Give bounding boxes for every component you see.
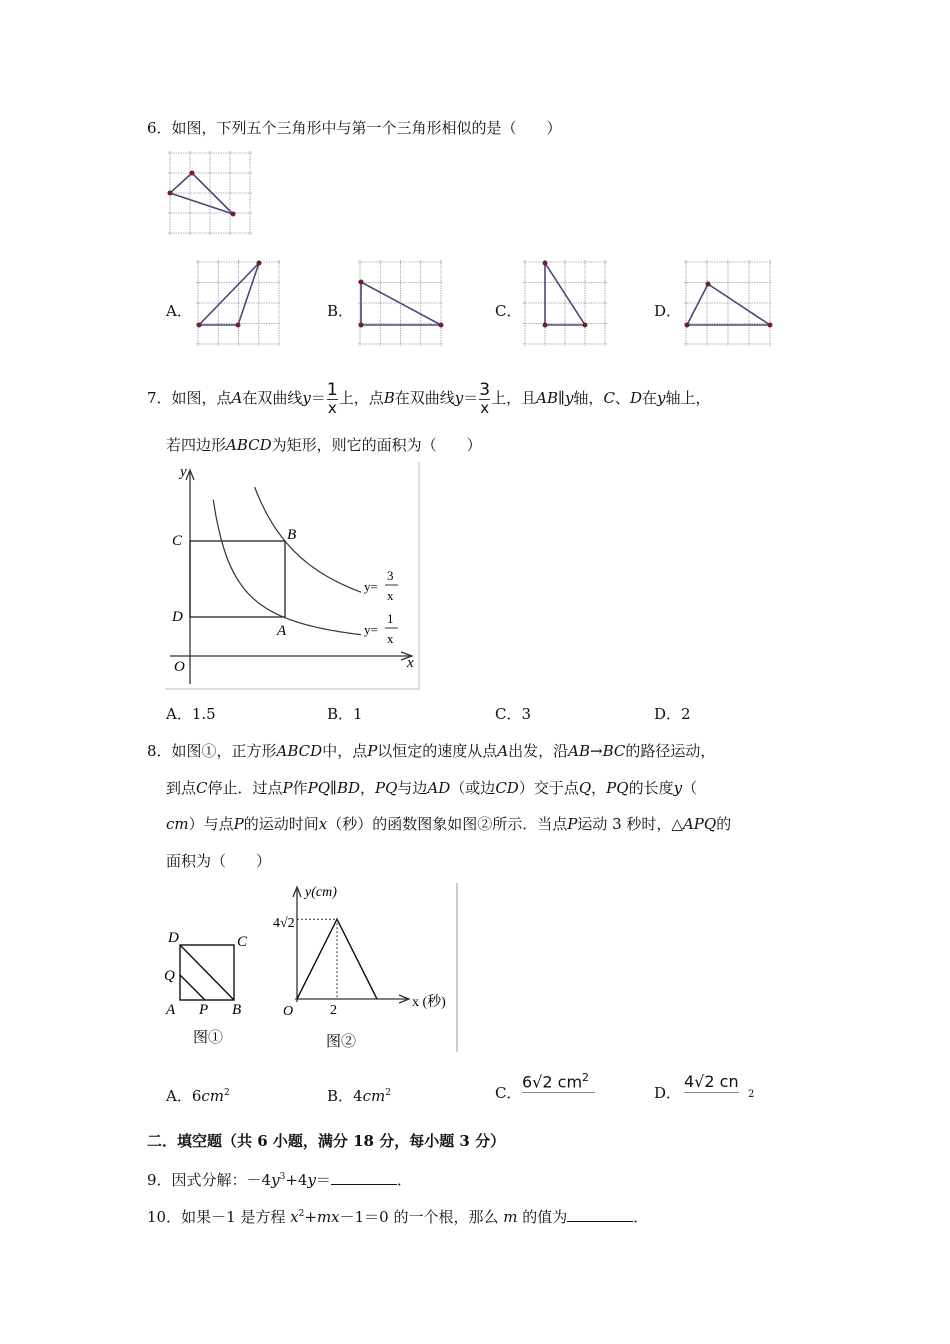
text-run: ∥ xyxy=(558,389,565,407)
q6-option-d-label: D． xyxy=(654,302,682,320)
function-graph xyxy=(297,919,377,999)
q6-option-c-figure xyxy=(523,260,609,347)
svg-text:x: x xyxy=(387,588,394,603)
math-symbol: B xyxy=(383,389,395,407)
text-run: ）交于点 xyxy=(518,779,579,797)
q9-stem: 9．因式分解：$-4y^3+4y=$ ． xyxy=(147,1171,412,1189)
q6-option-b-figure xyxy=(358,260,444,347)
q8-stem-line1 xyxy=(147,741,715,761)
denominator: x xyxy=(480,398,490,417)
math-symbol: AB xyxy=(536,389,558,407)
y-axis-label: y xyxy=(180,464,187,480)
math-symbol: CD xyxy=(495,779,519,797)
math-symbol: PQ xyxy=(375,779,398,797)
x-axis-label: x xyxy=(407,655,414,671)
math-symbol: C xyxy=(603,389,615,407)
triangle xyxy=(170,173,233,214)
text-run: 的运动时间 xyxy=(243,815,319,833)
q6-option-a-label: A． xyxy=(166,302,192,320)
q7-option-b: B．1 xyxy=(327,705,363,723)
point-a-label: A xyxy=(277,623,287,639)
math-symbol: cm xyxy=(166,815,189,833)
math-symbol: D xyxy=(629,389,642,407)
q8-option-d-superscript: 2 xyxy=(748,1089,755,1100)
text-run: 上，点 xyxy=(338,389,384,407)
q8-stem-line3 xyxy=(166,814,731,834)
y-axis-label: y(cm) xyxy=(305,885,337,900)
point-d-label: D xyxy=(168,930,179,946)
text-run: 在双曲线 xyxy=(394,389,455,407)
grid xyxy=(168,151,252,235)
label-y-3-over-x xyxy=(364,568,398,603)
vertex xyxy=(190,171,195,176)
label-y-1-over-x xyxy=(364,611,398,646)
q8-option-c-label: C． xyxy=(495,1084,522,1102)
figure-2-caption: 图② xyxy=(326,1034,357,1050)
text-run: （秒）的函数图象如图②所示．当点 xyxy=(327,815,568,833)
q8-option-b: B．$4cm^2$ xyxy=(327,1087,391,1105)
svg-text:y=: y= xyxy=(364,622,378,637)
q7-option-d: D．2 xyxy=(654,705,691,723)
point-d-label: D xyxy=(172,609,183,625)
x-tick-label: 2 xyxy=(330,1003,337,1018)
text-run: （ xyxy=(682,779,698,797)
text-run: ＝ xyxy=(463,389,479,407)
numerator: 3 xyxy=(479,379,491,400)
math-symbol: BD xyxy=(336,779,361,797)
curve-y-3-over-x xyxy=(255,487,361,592)
text-run: 的 xyxy=(716,815,732,833)
math-symbol: A xyxy=(231,389,243,407)
denominator: x xyxy=(327,398,337,417)
x-axis-label: x (秒) xyxy=(412,995,446,1010)
text-run: 出发，沿 xyxy=(508,742,569,760)
math-symbol: y xyxy=(656,389,666,407)
text-run: 为矩形，则它的面积为（ ） xyxy=(271,436,482,454)
answer-blank[interactable] xyxy=(567,1207,633,1222)
section-2-title: 二．填空题（共 6 小题，满分 18 分，每小题 3 分） xyxy=(147,1132,506,1150)
q8-option-d-label: D． xyxy=(654,1084,682,1102)
text-run: 在双曲线 xyxy=(242,389,303,407)
q10-stem: 10．如果－1 是方程 $x^2+mx-1=0$ 的一个根，那么 m 的值为 ． xyxy=(147,1208,649,1226)
text-run: 的路径运动， xyxy=(625,742,716,760)
q8-figures xyxy=(160,880,460,1055)
text-run: 若四边形 xyxy=(166,436,227,454)
q8-option-c-formula-image: 6√2 $cm^2$ xyxy=(522,1068,595,1093)
math-symbol: ABCD xyxy=(226,436,272,454)
text-run: → xyxy=(590,742,603,760)
svg-text:x: x xyxy=(387,631,394,646)
q6-stem xyxy=(147,118,562,138)
math-symbol: y xyxy=(302,389,311,407)
q7-option-a: A．1.5 xyxy=(166,705,216,723)
math-symbol: C xyxy=(196,779,208,797)
q7-option-c: C．3 xyxy=(495,705,532,723)
q7-hyperbola-figure xyxy=(165,462,421,690)
text-run: 与边 xyxy=(397,779,428,797)
point-c-label: C xyxy=(237,934,248,950)
point-c-label: C xyxy=(172,533,183,549)
point-q-label: Q xyxy=(164,968,175,984)
text-run: 7．如图，点 xyxy=(147,389,232,407)
figure-1-caption: 图① xyxy=(193,1030,224,1046)
text-run: 停止．过点 xyxy=(207,779,283,797)
text-run: 以恒定的速度从点 xyxy=(377,742,498,760)
math-symbol: PQ xyxy=(606,779,629,797)
text-run: 轴上， xyxy=(665,389,711,407)
answer-blank[interactable] xyxy=(331,1170,397,1185)
text-run: ）与点 xyxy=(188,815,234,833)
point-b-label: B xyxy=(232,1002,242,1018)
math-symbol: ABCD xyxy=(276,742,323,760)
text-run: 8．如图①，正方形 xyxy=(147,742,277,760)
math-symbol: PQ xyxy=(307,779,331,797)
svg-text:3: 3 xyxy=(387,568,394,583)
q7-stem-line2 xyxy=(166,435,482,455)
q7-text xyxy=(339,389,479,407)
math-symbol: APQ xyxy=(682,815,717,833)
math-symbol: y xyxy=(454,389,464,407)
vertex xyxy=(168,191,173,196)
text-run: ∥ xyxy=(330,779,337,797)
q6-option-d-figure xyxy=(684,260,774,347)
point-p-label: P xyxy=(199,1002,209,1018)
point-a-label: A xyxy=(166,1002,176,1018)
text-run: ＝ xyxy=(310,389,326,407)
fraction-1-over-x xyxy=(326,379,338,417)
text-run: 轴， xyxy=(573,389,604,407)
text-run: 在 xyxy=(641,389,657,407)
peak-value-label: 4√2 xyxy=(273,916,295,931)
math-symbol: y xyxy=(564,389,574,407)
text-run: 上，且 xyxy=(491,389,537,407)
math-symbol: A xyxy=(497,742,509,760)
q6-option-c-label: C． xyxy=(495,302,522,320)
text-run: 运动 3 秒时，△ xyxy=(577,815,683,833)
math-symbol: AD xyxy=(427,779,451,797)
origin-label: O xyxy=(283,1004,294,1019)
numerator: 1 xyxy=(326,379,338,400)
text-run: 作 xyxy=(292,779,308,797)
curve-y-1-over-x xyxy=(213,500,361,635)
text-run: ， xyxy=(591,779,607,797)
math-symbol: x xyxy=(318,815,328,833)
origin-label: O xyxy=(174,659,185,675)
text-run: 的长度 xyxy=(628,779,674,797)
text-run: 6．如图，下列五个三角形中与第一个三角形相似的是（ ） xyxy=(147,119,562,137)
q8-option-a: A．$6cm^2$ xyxy=(166,1087,230,1105)
q6-reference-triangle-figure xyxy=(168,151,254,237)
q6-option-a-figure xyxy=(196,260,282,347)
q7-text xyxy=(491,389,710,407)
figure-2-graph xyxy=(273,885,446,1050)
fraction-3-over-x xyxy=(479,379,491,417)
math-symbol: y xyxy=(673,779,683,797)
text-run: ， xyxy=(360,779,376,797)
math-symbol: P xyxy=(367,742,378,760)
figure-1-square xyxy=(180,945,234,1000)
math-symbol: BC xyxy=(602,742,626,760)
q7-stem-line1 xyxy=(147,378,710,418)
q8-stem-line2 xyxy=(166,778,697,798)
q8-stem-line4 xyxy=(166,851,271,871)
svg-text:1: 1 xyxy=(387,611,394,626)
math-symbol: P xyxy=(567,815,578,833)
math-symbol: P xyxy=(282,779,293,797)
text-run: 中，点 xyxy=(322,742,368,760)
vertex xyxy=(231,212,236,217)
q8-option-d-formula-image: 4√2 cn xyxy=(684,1072,739,1091)
math-symbol: P xyxy=(233,815,244,833)
q6-option-b-label: B． xyxy=(327,302,354,320)
math-symbol: Q xyxy=(578,779,592,797)
text-run: 面积为（ ） xyxy=(166,852,272,870)
text-run: （或边 xyxy=(450,779,496,797)
text-run: 到点 xyxy=(166,779,197,797)
svg-text:y=: y= xyxy=(364,579,378,594)
q7-text xyxy=(147,389,326,407)
math-symbol: AB xyxy=(568,742,591,760)
text-run: 、 xyxy=(614,389,630,407)
point-b-label: B xyxy=(287,527,297,543)
